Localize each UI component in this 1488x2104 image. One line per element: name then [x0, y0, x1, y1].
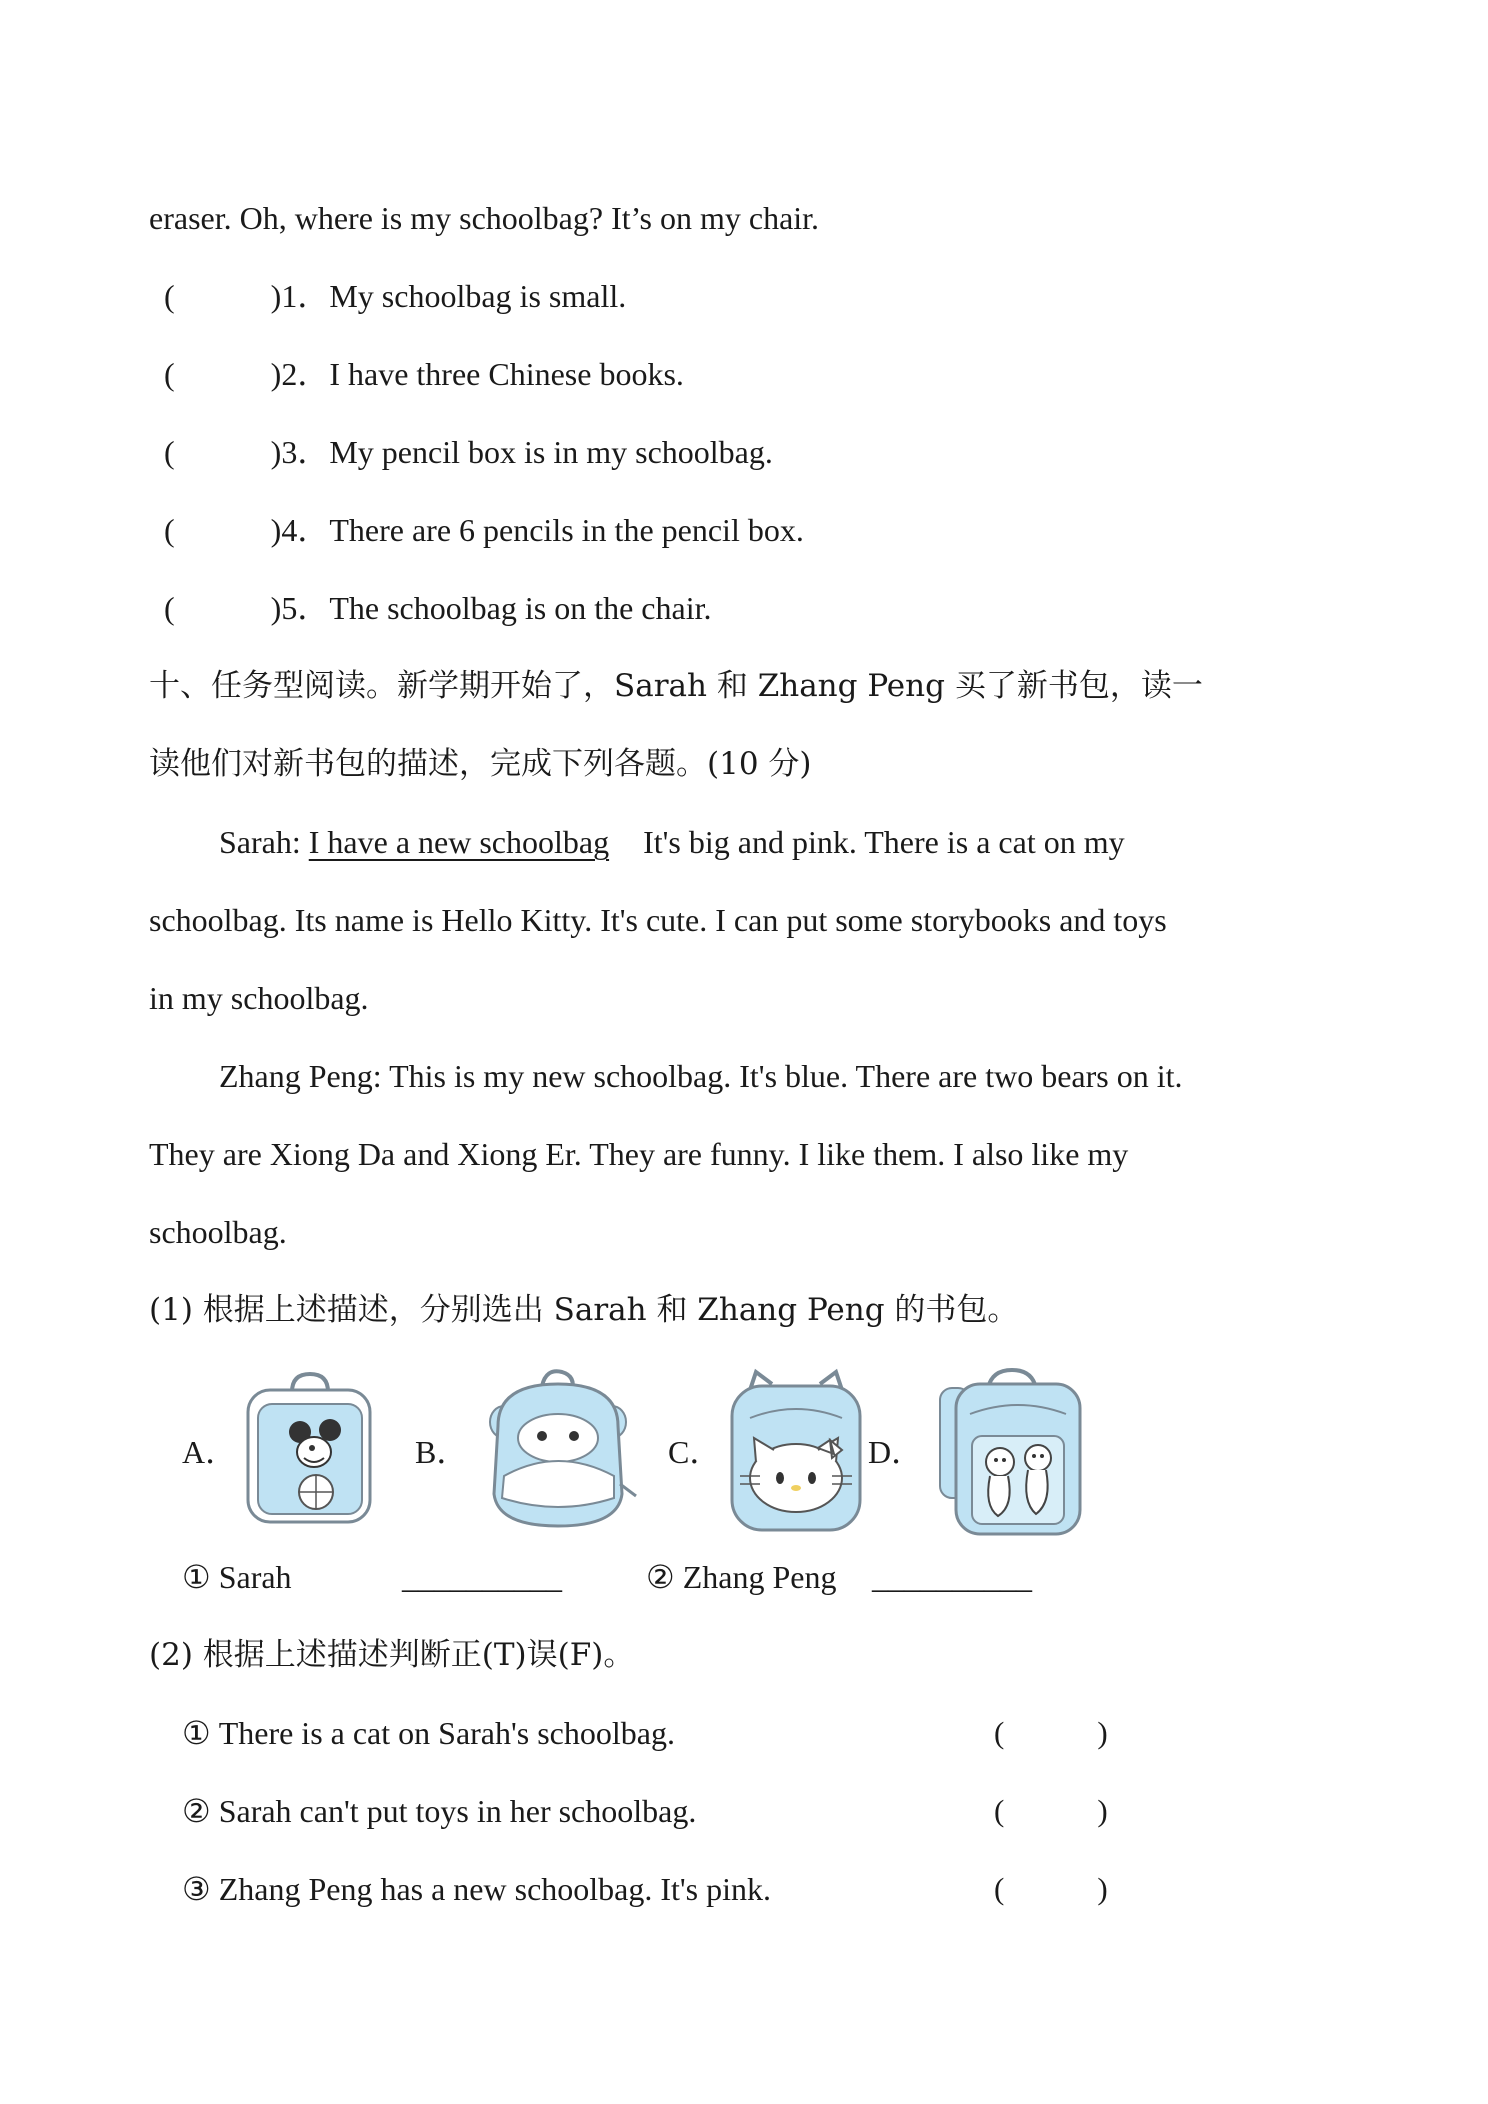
zhang-line2: They are Xiong Da and Xiong Er. They are funny. I like them. I also like my: [149, 1136, 1129, 1172]
section-title-line1: 十、任务型阅读。新学期开始了，Sarah 和 Zhang Peng 买了新书包，读一: [149, 668, 1203, 704]
answer-paren[interactable]: ( ): [164, 278, 282, 314]
option-b-label: B．: [415, 1434, 469, 1470]
answer-paren[interactable]: ( ): [164, 434, 282, 470]
sarah-line1: Sarah: I have a new schoolbag It's big and pink. There is a cat on my: [219, 824, 1125, 860]
judge-item: ( )2．I have three Chinese books.: [164, 356, 684, 392]
judge-item: ( )4．There are 6 pencils in the pencil box.: [164, 512, 804, 548]
section-title-line2: 读他们对新书包的描述，完成下列各题。(10 分): [149, 746, 812, 782]
sarah-line3: in my schoolbag.: [149, 980, 369, 1016]
option-c-label: C．: [668, 1434, 722, 1470]
schoolbag-d-bears-image[interactable]: [936, 1366, 1086, 1538]
answer-paren[interactable]: ( ): [164, 512, 282, 548]
tf-item: ② Sarah can't put toys in her schoolbag.: [182, 1793, 697, 1829]
tf-item: ③ Zhang Peng has a new schoolbag. It's pink.: [182, 1871, 772, 1907]
answer-zhang-label: ② Zhang Peng: [646, 1559, 837, 1595]
zhang-line1: Zhang Peng: This is my new schoolbag. It's blue. There are two bears on it.: [219, 1058, 1183, 1094]
schoolbag-b-monkey-image[interactable]: [484, 1366, 644, 1536]
option-a-label: A．: [182, 1434, 238, 1470]
answer-paren[interactable]: ( ): [164, 356, 282, 392]
schoolbag-c-hello-kitty-image[interactable]: [726, 1366, 866, 1536]
zhang-line3: schoolbag.: [149, 1214, 287, 1250]
schoolbag-a-mouse-image[interactable]: [242, 1370, 382, 1530]
judge-item: ( )5．The schoolbag is on the chair.: [164, 590, 712, 626]
option-d-label: D．: [868, 1434, 924, 1470]
sarah-line2: schoolbag. Its name is Hello Kitty. It's cute. I can put some storybooks and toys: [149, 902, 1167, 938]
tf-answer-paren[interactable]: ( ): [994, 1793, 1108, 1828]
top-line: eraser. Oh, where is my schoolbag? It’s on my chair.: [149, 200, 820, 236]
answer-paren[interactable]: ( ): [164, 590, 282, 626]
answer-sarah-blank[interactable]: __________: [402, 1559, 562, 1595]
tf-item: ① There is a cat on Sarah's schoolbag.: [182, 1715, 675, 1751]
answer-zhang-blank[interactable]: __________: [872, 1559, 1032, 1595]
tf-answer-paren[interactable]: ( ): [994, 1871, 1108, 1906]
answer-sarah-label: ① Sarah: [182, 1559, 292, 1595]
tf-answer-paren[interactable]: ( ): [994, 1715, 1108, 1750]
part1-instruction: (1) 根据上述描述，分别选出 Sarah 和 Zhang Peng 的书包。: [149, 1292, 1019, 1328]
sarah-underlined: I have a new schoolbag: [308, 824, 610, 860]
part2-instruction: (2) 根据上述描述判断正(T)误(F)。: [149, 1637, 635, 1673]
judge-item: ( )3．My pencil box is in my schoolbag.: [164, 434, 773, 470]
judge-item: ( )1．My schoolbag is small.: [164, 278, 627, 314]
